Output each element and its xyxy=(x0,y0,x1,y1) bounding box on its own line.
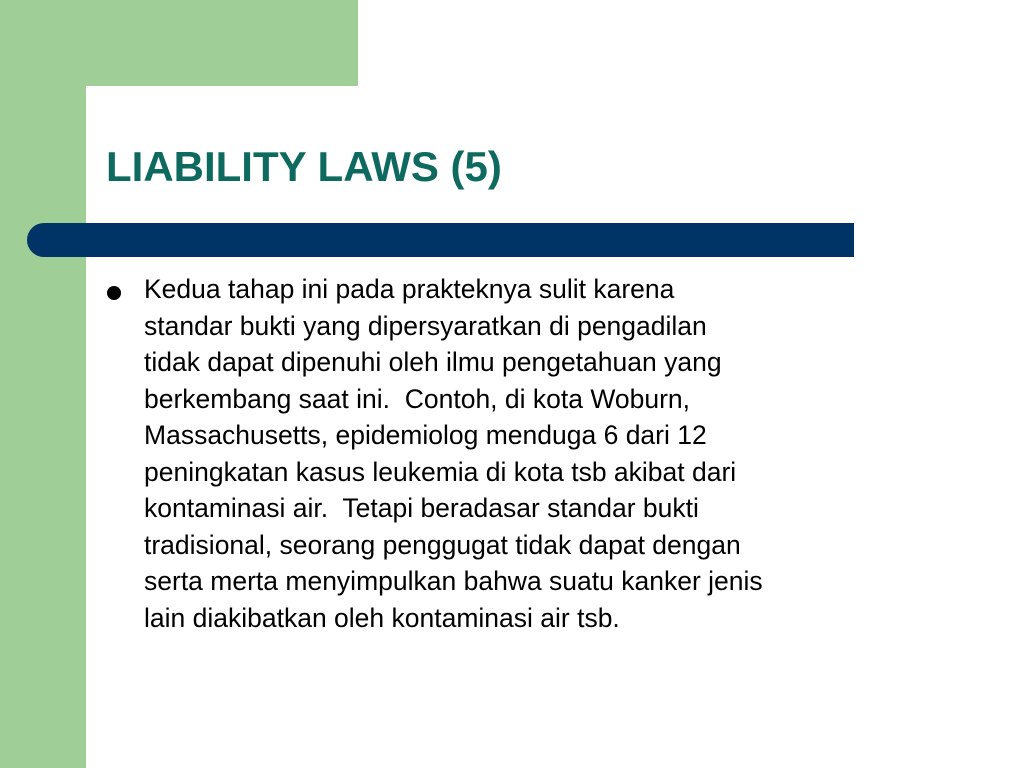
bullet-line: Massachusetts, epidemiolog menduga 6 dari 12 xyxy=(144,420,707,450)
bullet-line: kontaminasi air. Tetapi beradasar standar bukti xyxy=(144,493,699,523)
bullet-line: peningkatan kasus leukemia di kota tsb akibat dari xyxy=(144,456,737,487)
bullet-line: tradisional, seorang penggugat tidak dapat dengan xyxy=(144,529,741,560)
bullet-line: serta merta menyimpulkan bahwa suatu kanker jenis xyxy=(144,566,763,596)
bullet-paragraph xyxy=(144,271,964,636)
bullet-line: lain diakibatkan oleh kontaminasi air tsb. xyxy=(144,602,620,633)
bullet-line: standar bukti yang dipersyaratkan di pengadilan xyxy=(144,310,707,341)
bullet-line: tidak dapat dipenuhi oleh ilmu pengetahuan yang xyxy=(144,347,722,377)
decorative-left-band xyxy=(0,0,86,768)
slide-title: LIABILITY LAWS (5) xyxy=(106,143,502,190)
title-underline-bar xyxy=(27,223,854,257)
bullet-line: Kedua tahap ini pada prakteknya sulit karena xyxy=(144,274,675,304)
bullet-dot-icon xyxy=(107,286,121,300)
decorative-top-band xyxy=(0,0,358,86)
bullet-line: berkembang saat ini. Contoh, di kota Woburn, xyxy=(144,383,691,414)
